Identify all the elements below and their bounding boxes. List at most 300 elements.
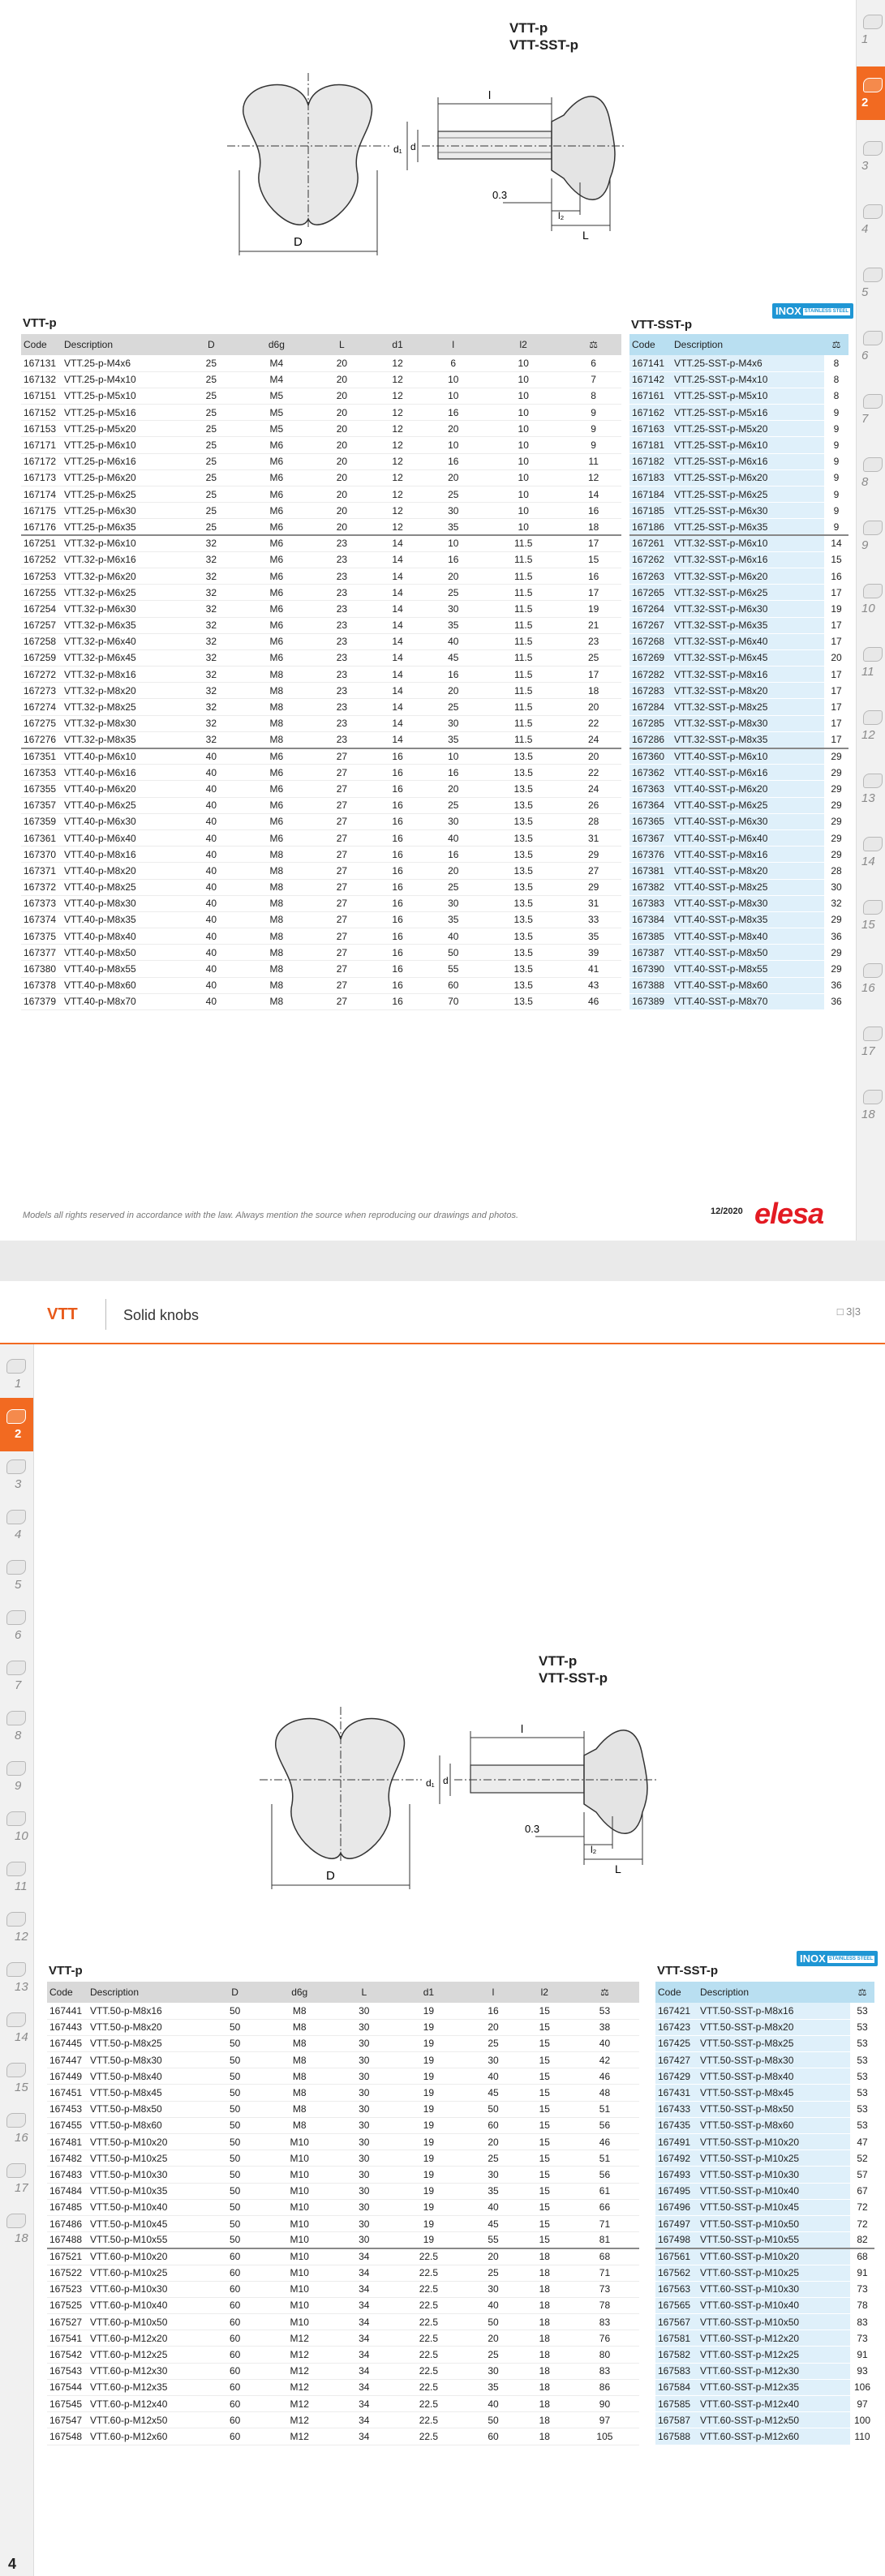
table-cell: 56 [570, 2167, 639, 2183]
table-cell: 50 [209, 2052, 260, 2068]
table-cell: 50 [209, 2117, 260, 2133]
table-cell: 20 [467, 2134, 518, 2150]
table-cell: 20 [314, 371, 370, 388]
dim-L-2: L [615, 1862, 621, 1875]
table-cell: 50 [467, 2101, 518, 2117]
table-cell: VTT.25-p-M4x10 [62, 371, 183, 388]
table-cell: 36 [824, 928, 848, 945]
table-cell: 14 [370, 568, 426, 584]
table-cell: 167380 [21, 961, 62, 977]
table-cell: VTT.60-p-M10x30 [88, 2281, 209, 2297]
table-cell: M10 [260, 2167, 338, 2183]
table-cell: 12 [370, 469, 426, 486]
table-cell: 27 [314, 945, 370, 961]
table-cell: 167567 [655, 2314, 698, 2330]
table-row [655, 2003, 874, 2019]
table-cell: 27 [314, 748, 370, 765]
table-cell: 53 [570, 2003, 639, 2019]
table-cell: 167488 [47, 2232, 88, 2248]
table-cell: 23 [314, 617, 370, 633]
table-cell: 167375 [21, 928, 62, 945]
sidebar-category-14[interactable] [857, 825, 885, 879]
table-cell: 46 [570, 2068, 639, 2085]
table-row [629, 667, 848, 683]
table-cell: 23 [314, 649, 370, 666]
sst-table-2 [655, 1982, 874, 2445]
sidebar-category-5[interactable] [0, 1549, 33, 1602]
table-cell: VTT.40-SST-p-M8x40 [672, 928, 824, 945]
table-cell: 47 [850, 2134, 874, 2150]
table-cell: VTT.40-p-M8x40 [62, 928, 183, 945]
table-cell: 27 [314, 863, 370, 879]
table-cell: M8 [239, 683, 314, 699]
sidebar-category-11[interactable] [857, 636, 885, 689]
table-cell: 16 [370, 748, 426, 765]
table-cell: 32 [824, 895, 848, 911]
table-cell: 8 [824, 355, 848, 371]
table-cell: 40 [183, 863, 239, 879]
table-cell: 24 [565, 781, 621, 797]
table-cell: 83 [570, 2363, 639, 2379]
table-cell: 167265 [629, 585, 672, 601]
table-cell: M10 [260, 2150, 338, 2167]
table-cell: M8 [239, 731, 314, 748]
table-row [21, 895, 621, 911]
table-row [629, 421, 848, 437]
table-row [21, 961, 621, 977]
table-cell: VTT.60-SST-p-M10x40 [698, 2297, 850, 2313]
table-cell: VTT.50-SST-p-M8x16 [698, 2003, 850, 2019]
table-cell: 14 [370, 551, 426, 568]
table-cell: 53 [850, 2019, 874, 2035]
table-cell: 10 [481, 405, 565, 421]
category-icon [863, 141, 883, 156]
sidebar-category-1[interactable] [857, 3, 885, 57]
table-row [21, 928, 621, 945]
category-icon [6, 1811, 26, 1826]
table-cell: 105 [570, 2428, 639, 2445]
table-cell: 40 [425, 829, 481, 846]
table-cell: 50 [209, 2101, 260, 2117]
table-cell: 12 [370, 405, 426, 421]
table-cell: VTT.32-p-M6x10 [62, 535, 183, 551]
table-row [629, 928, 848, 945]
category-number: 12 [861, 728, 875, 742]
table-cell: 10 [481, 421, 565, 437]
table-cell: 167548 [47, 2428, 88, 2445]
sidebar-category-3[interactable] [0, 1448, 33, 1502]
table-cell: M8 [239, 667, 314, 683]
sidebar-category-11[interactable] [0, 1850, 33, 1904]
table-cell: 167496 [655, 2199, 698, 2215]
table-cell: 73 [850, 2281, 874, 2297]
table-cell: 29 [824, 748, 848, 765]
table-cell: 16 [425, 405, 481, 421]
table-cell: 20 [425, 469, 481, 486]
table-cell: M8 [260, 2035, 338, 2051]
table-cell: VTT.25-p-M6x16 [62, 453, 183, 469]
sst-table-label: VTT-SST-p [631, 318, 692, 332]
table-cell: 30 [425, 813, 481, 829]
table-cell: 53 [850, 2003, 874, 2019]
table-cell: M6 [239, 781, 314, 797]
table-row [21, 585, 621, 601]
table-cell: M8 [260, 2117, 338, 2133]
table-cell: 11 [565, 453, 621, 469]
table-cell: 12 [370, 486, 426, 503]
table-row [47, 2117, 639, 2133]
table-cell: 30 [467, 2167, 518, 2183]
table-cell: 25 [183, 503, 239, 519]
table-row [21, 847, 621, 863]
page-number: 4 [8, 2556, 17, 2572]
table-cell: VTT.40-p-M6x30 [62, 813, 183, 829]
table-cell: VTT.50-SST-p-M8x25 [698, 2035, 850, 2051]
table-cell: 28 [565, 813, 621, 829]
table-cell: 167261 [629, 535, 672, 551]
table-cell: 22.5 [389, 2347, 467, 2363]
table-cell: 6 [565, 355, 621, 371]
sidebar-category-2[interactable] [857, 66, 885, 120]
table-cell: 167421 [655, 2003, 698, 2019]
page-title: Solid knobs [123, 1307, 200, 1323]
table-cell: VTT.60-SST-p-M12x60 [698, 2428, 850, 2445]
table-row [655, 2085, 874, 2101]
table-cell: 25 [565, 649, 621, 666]
table-cell: VTT.32-p-M6x35 [62, 617, 183, 633]
table-cell: 20 [314, 503, 370, 519]
table-cell: 167443 [47, 2019, 88, 2035]
table-cell: 23 [314, 731, 370, 748]
vtt-table-2 [47, 1982, 639, 2445]
category-number: 9 [15, 1779, 22, 1793]
table-cell: 13.5 [481, 945, 565, 961]
table-cell: VTT.50-p-M8x16 [88, 2003, 209, 2019]
table-cell: M6 [239, 535, 314, 551]
column-header: d6g [260, 1982, 338, 2003]
table-row [21, 633, 621, 649]
table-cell: 67 [850, 2183, 874, 2199]
table-row [655, 2347, 874, 2363]
table-cell: VTT.25-SST-p-M6x20 [672, 469, 824, 486]
table-cell: 23 [314, 699, 370, 715]
table-cell: 27 [314, 895, 370, 911]
table-cell: 11.5 [481, 585, 565, 601]
table-cell: 167483 [47, 2167, 88, 2183]
category-icon [6, 1510, 26, 1524]
sidebar-category-18[interactable] [0, 2202, 33, 2256]
table-cell: 50 [209, 2003, 260, 2019]
table-cell: 167451 [47, 2085, 88, 2101]
table-cell: 25 [183, 388, 239, 404]
table-cell: VTT.40-p-M8x30 [62, 895, 183, 911]
table-cell: VTT.25-SST-p-M6x10 [672, 437, 824, 453]
table-cell: 11.5 [481, 649, 565, 666]
category-number: 5 [861, 285, 869, 299]
table-row [21, 781, 621, 797]
table-cell: 17 [824, 699, 848, 715]
table-cell: VTT.25-SST-p-M5x16 [672, 405, 824, 421]
table-cell: 167269 [629, 649, 672, 666]
sidebar-category-16[interactable] [0, 2102, 33, 2155]
category-number: 17 [861, 1044, 875, 1058]
table-cell: VTT.50-p-M10x25 [88, 2150, 209, 2167]
sidebar-category-10[interactable] [0, 1800, 33, 1854]
sst-table-label-2: VTT-SST-p [657, 1964, 718, 1978]
sidebar-category-2[interactable] [0, 1398, 33, 1451]
table-row [21, 683, 621, 699]
table-cell: 16 [565, 568, 621, 584]
table-cell: 167286 [629, 731, 672, 748]
table-cell: 57 [850, 2167, 874, 2183]
sidebar-category-13[interactable] [857, 762, 885, 816]
table-cell: 19 [389, 2035, 467, 2051]
table-cell: VTT.50-p-M8x40 [88, 2068, 209, 2085]
table-cell: 30 [338, 2183, 389, 2199]
table-row [629, 847, 848, 863]
table-row [655, 2035, 874, 2051]
table-cell: 30 [338, 2101, 389, 2117]
category-icon [863, 774, 883, 788]
table-cell: 97 [570, 2412, 639, 2428]
table-cell: M6 [239, 568, 314, 584]
table-cell: VTT.40-p-M6x20 [62, 781, 183, 797]
table-cell: 16 [425, 453, 481, 469]
column-header: Code [629, 334, 672, 355]
table-row [629, 863, 848, 879]
footer-note: Models all rights reserved in accordance with the law. Always mention the source when reproducing our drawings and photos. [23, 1211, 519, 1220]
table-cell: 34 [338, 2379, 389, 2395]
table-cell: VTT.32-SST-p-M8x35 [672, 731, 824, 748]
table-cell: 167367 [629, 829, 672, 846]
table-cell: 35 [425, 617, 481, 633]
table-cell: 9 [565, 405, 621, 421]
table-cell: VTT.40-p-M8x16 [62, 847, 183, 863]
table-cell: 15 [519, 2052, 570, 2068]
table-cell: 167389 [629, 993, 672, 1009]
table-cell: 29 [824, 829, 848, 846]
sidebar-category-7[interactable] [0, 1649, 33, 1703]
table-cell: VTT.50-SST-p-M8x40 [698, 2068, 850, 2085]
table-cell: 20 [425, 568, 481, 584]
table-cell: 83 [850, 2314, 874, 2330]
category-icon [6, 2163, 26, 2178]
category-icon [6, 1962, 26, 1977]
category-number: 9 [861, 538, 869, 552]
table-cell: 167183 [629, 469, 672, 486]
table-cell: 13.5 [481, 911, 565, 928]
table-cell: 18 [565, 519, 621, 535]
table-cell: 167355 [21, 781, 62, 797]
table-cell: VTT.60-SST-p-M12x30 [698, 2363, 850, 2379]
table-cell: 50 [209, 2068, 260, 2085]
sidebar-category-8[interactable] [0, 1699, 33, 1753]
sidebar-category-4[interactable] [857, 193, 885, 246]
sidebar-category-12[interactable] [857, 699, 885, 752]
table-cell: 27 [314, 928, 370, 945]
table-cell: 32 [183, 585, 239, 601]
sidebar-category-6[interactable] [0, 1599, 33, 1652]
table-cell: 46 [570, 2134, 639, 2150]
book-icon[interactable]: □ 3|3 [836, 1305, 861, 1318]
sidebar-category-18[interactable] [857, 1078, 885, 1132]
table-cell: VTT.60-SST-p-M10x25 [698, 2265, 850, 2281]
dim-d1: d₁ [393, 144, 402, 155]
table-cell: 23 [314, 535, 370, 551]
sidebar-category-5[interactable] [857, 256, 885, 310]
sidebar-category-15[interactable] [857, 889, 885, 942]
table-cell: 14 [370, 585, 426, 601]
table-cell: VTT.40-p-M6x25 [62, 797, 183, 813]
sidebar-category-13[interactable] [0, 1951, 33, 2004]
sidebar-category-3[interactable] [857, 130, 885, 183]
category-number: 7 [861, 412, 869, 426]
table-cell: 167383 [629, 895, 672, 911]
table-cell: 51 [570, 2150, 639, 2167]
sidebar-category-16[interactable] [857, 952, 885, 1005]
sidebar-category-17[interactable] [857, 1015, 885, 1069]
table-cell: 13.5 [481, 813, 565, 829]
category-icon [863, 15, 883, 29]
sidebar-category-14[interactable] [0, 2001, 33, 2055]
sidebar-category-1[interactable] [0, 1348, 33, 1401]
table-row [655, 2363, 874, 2379]
table-cell: VTT.60-SST-p-M12x40 [698, 2396, 850, 2412]
table-cell: M8 [239, 895, 314, 911]
table-cell: 32 [183, 731, 239, 748]
table-cell: 167153 [21, 421, 62, 437]
table-cell: M8 [239, 863, 314, 879]
table-row [47, 2068, 639, 2085]
sidebar-category-4[interactable] [0, 1498, 33, 1552]
table-cell: 30 [338, 2019, 389, 2035]
table-cell: 167360 [629, 748, 672, 765]
table-cell: VTT.32-p-M8x35 [62, 731, 183, 748]
table-cell: 19 [824, 601, 848, 617]
dim-gap-2: 0.3 [525, 1823, 540, 1835]
table-row [655, 2068, 874, 2085]
category-number: 5 [15, 1578, 22, 1592]
table-cell: 14 [370, 699, 426, 715]
table-cell: 167259 [21, 649, 62, 666]
category-number: 13 [15, 1980, 28, 1994]
table-cell: VTT.40-SST-p-M8x70 [672, 993, 824, 1009]
table-cell: 167376 [629, 847, 672, 863]
table-cell: 13.5 [481, 765, 565, 781]
sidebar-category-15[interactable] [0, 2051, 33, 2105]
table-cell: VTT.25-p-M5x16 [62, 405, 183, 421]
table-cell: 14 [370, 649, 426, 666]
table-cell: 167581 [655, 2330, 698, 2347]
table-cell: 12 [370, 388, 426, 404]
table-row [655, 2396, 874, 2412]
table-cell: M8 [239, 961, 314, 977]
column-header: l [467, 1982, 518, 2003]
table-row [47, 2085, 639, 2101]
table-row [47, 2265, 639, 2281]
table-cell: M12 [260, 2428, 338, 2445]
table-cell: M8 [239, 879, 314, 895]
catalog-page-2 [0, 1281, 885, 2576]
table-cell: 60 [209, 2379, 260, 2395]
table-cell: 20 [314, 453, 370, 469]
sidebar-category-9[interactable] [0, 1750, 33, 1803]
table-cell: 167363 [629, 781, 672, 797]
drawing-title-sst-2: VTT-SST-p [539, 1670, 608, 1686]
sidebar-category-8[interactable] [857, 446, 885, 499]
table-cell: 29 [824, 847, 848, 863]
table-cell: 10 [425, 748, 481, 765]
column-header: D [209, 1982, 260, 2003]
vtt-table-label: VTT-p [23, 316, 57, 330]
table-cell: 17 [565, 667, 621, 683]
drawing-title [509, 19, 578, 54]
sidebar-category-17[interactable] [0, 2152, 33, 2205]
table-row [629, 993, 848, 1009]
table-cell: VTT.25-p-M5x10 [62, 388, 183, 404]
table-cell: 22.5 [389, 2396, 467, 2412]
category-icon [6, 1610, 26, 1625]
sidebar-category-9[interactable] [857, 509, 885, 563]
table-cell: 167587 [655, 2412, 698, 2428]
table-cell: 13.5 [481, 961, 565, 977]
table-cell: 60 [209, 2330, 260, 2347]
column-header: l2 [519, 1982, 570, 2003]
table-cell: 50 [209, 2199, 260, 2215]
table-cell: 30 [338, 2134, 389, 2150]
table-row [629, 535, 848, 551]
table-cell: 167544 [47, 2379, 88, 2395]
table-cell: 53 [850, 2035, 874, 2051]
table-cell: 53 [850, 2117, 874, 2133]
table-cell: 60 [209, 2428, 260, 2445]
table-cell: 167373 [21, 895, 62, 911]
sidebar-category-12[interactable] [0, 1901, 33, 1954]
table-row [21, 519, 621, 535]
table-cell: 50 [209, 2232, 260, 2248]
table-cell: 53 [850, 2052, 874, 2068]
table-cell: 23 [314, 601, 370, 617]
table-cell: VTT.32-p-M8x20 [62, 683, 183, 699]
sidebar-category-6[interactable] [857, 319, 885, 373]
table-cell: 18 [519, 2248, 570, 2265]
table-row [21, 829, 621, 846]
column-header: Description [698, 1982, 850, 2003]
table-row [47, 2232, 639, 2248]
table-cell: 15 [519, 2101, 570, 2117]
sidebar-category-10[interactable] [857, 572, 885, 626]
table-cell: 167523 [47, 2281, 88, 2297]
table-cell: 9 [824, 453, 848, 469]
table-cell: 20 [467, 2019, 518, 2035]
table-cell: 30 [425, 503, 481, 519]
table-cell: M8 [239, 699, 314, 715]
table-cell: 167388 [629, 977, 672, 993]
table-cell: VTT.40-SST-p-M8x20 [672, 863, 824, 879]
table-cell: 40 [183, 993, 239, 1009]
category-icon [6, 2113, 26, 2128]
table-cell: M6 [239, 633, 314, 649]
table-cell: M5 [239, 421, 314, 437]
sidebar-category-7[interactable] [857, 383, 885, 436]
table-cell: M6 [239, 765, 314, 781]
category-number: 16 [861, 981, 875, 995]
table-cell: 53 [850, 2085, 874, 2101]
table-cell: M8 [239, 715, 314, 731]
table-row [47, 2134, 639, 2150]
table-cell: VTT.60-p-M12x50 [88, 2412, 209, 2428]
table-cell: 27 [314, 765, 370, 781]
